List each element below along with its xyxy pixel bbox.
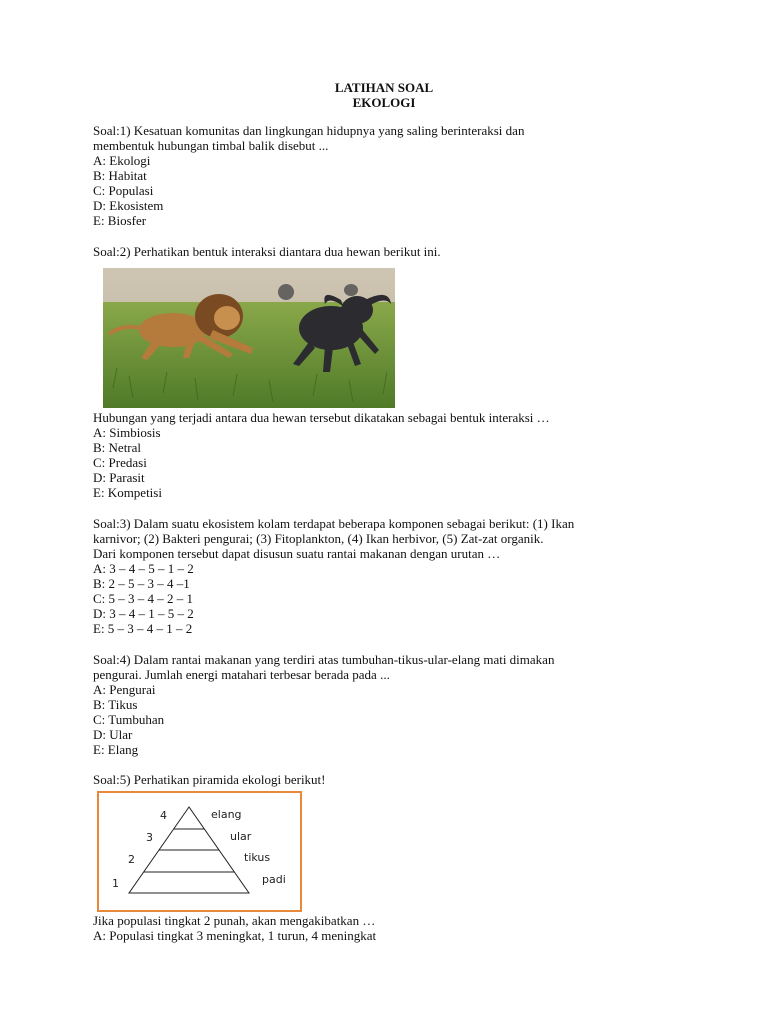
question-text: Soal:5) Perhatikan piramida ekologi berikut!	[93, 772, 326, 787]
pyramid-diagram	[99, 793, 300, 910]
question-text: Hubungan yang terjadi antara dua hewan tersebut dikatakan sebagai bentuk interaksi …	[93, 410, 550, 425]
question-5	[93, 913, 683, 943]
answer-option: A: Simbiosis	[93, 425, 161, 440]
question-text: Soal:3) Dalam suatu ekosistem kolam terdapat beberapa komponen sebagai berikut: (1) Ikan	[93, 516, 575, 531]
lion-buffalo-photo	[103, 268, 395, 408]
level-name: padi	[262, 873, 286, 886]
question-1	[93, 123, 683, 228]
level-number: 4	[160, 809, 167, 822]
answer-option: E: Biosfer	[93, 213, 147, 228]
question-text: Soal:1) Kesatuan komunitas dan lingkungan hidupnya yang saling berinteraksi dan	[93, 123, 525, 138]
answer-option: C: 5 – 3 – 4 – 2 – 1	[93, 591, 194, 606]
question-5-prompt	[93, 772, 683, 787]
answer-option: C: Populasi	[93, 183, 154, 198]
answer-option: A: Populasi tingkat 3 meningkat, 1 turun, 4 meningkat	[93, 928, 377, 943]
question-text: Jika populasi tingkat 2 punah, akan mengakibatkan …	[93, 913, 376, 928]
question-text: Dari komponen tersebut dapat disusun suatu rantai makanan dengan urutan …	[93, 546, 501, 561]
answer-option: D: 3 – 4 – 1 – 5 – 2	[93, 606, 194, 621]
question-2	[93, 410, 683, 500]
level-name: ular	[230, 830, 252, 843]
answer-option: B: 2 – 5 – 3 – 4 –1	[93, 576, 190, 591]
answer-option: A: Ekologi	[93, 153, 151, 168]
answer-option: A: 3 – 4 – 5 – 1 – 2	[93, 561, 194, 576]
answer-option: E: Elang	[93, 742, 139, 757]
answer-option: E: 5 – 3 – 4 – 1 – 2	[93, 621, 193, 636]
document-title	[0, 80, 768, 110]
level-number: 3	[146, 831, 153, 844]
title-line-2: EKOLOGI	[352, 95, 416, 110]
answer-option: B: Netral	[93, 440, 142, 455]
level-name: tikus	[244, 851, 271, 864]
answer-option: B: Habitat	[93, 168, 147, 183]
level-number: 2	[128, 853, 135, 866]
answer-option: A: Pengurai	[93, 682, 156, 697]
answer-option: C: Tumbuhan	[93, 712, 165, 727]
answer-option: B: Tikus	[93, 697, 138, 712]
question-text: Soal:2) Perhatikan bentuk interaksi diantara dua hewan berikut ini.	[93, 244, 441, 259]
question-4	[93, 652, 683, 757]
answer-option: C: Predasi	[93, 455, 147, 470]
level-number: 1	[112, 877, 119, 890]
question-2-prompt	[93, 244, 683, 259]
title-line-1: LATIHAN SOAL	[334, 80, 434, 95]
answer-option: D: Ular	[93, 727, 133, 742]
question-text: membentuk hubungan timbal balik disebut ...	[93, 138, 329, 153]
ecological-pyramid	[97, 791, 302, 912]
question-3	[93, 516, 683, 636]
level-name: elang	[211, 808, 242, 821]
question-text: pengurai. Jumlah energi matahari terbesar berada pada ...	[93, 667, 390, 682]
question-text: Soal:4) Dalam rantai makanan yang terdiri atas tumbuhan-tikus-ular-elang mati dimakan	[93, 652, 555, 667]
question-text: karnivor; (2) Bakteri pengurai; (3) Fitoplankton, (4) Ikan herbivor, (5) Zat-zat organik.	[93, 531, 544, 546]
answer-option: D: Ekosistem	[93, 198, 164, 213]
lion-buffalo-illustration	[103, 268, 395, 408]
answer-option: D: Parasit	[93, 470, 145, 485]
answer-option: E: Kompetisi	[93, 485, 162, 500]
